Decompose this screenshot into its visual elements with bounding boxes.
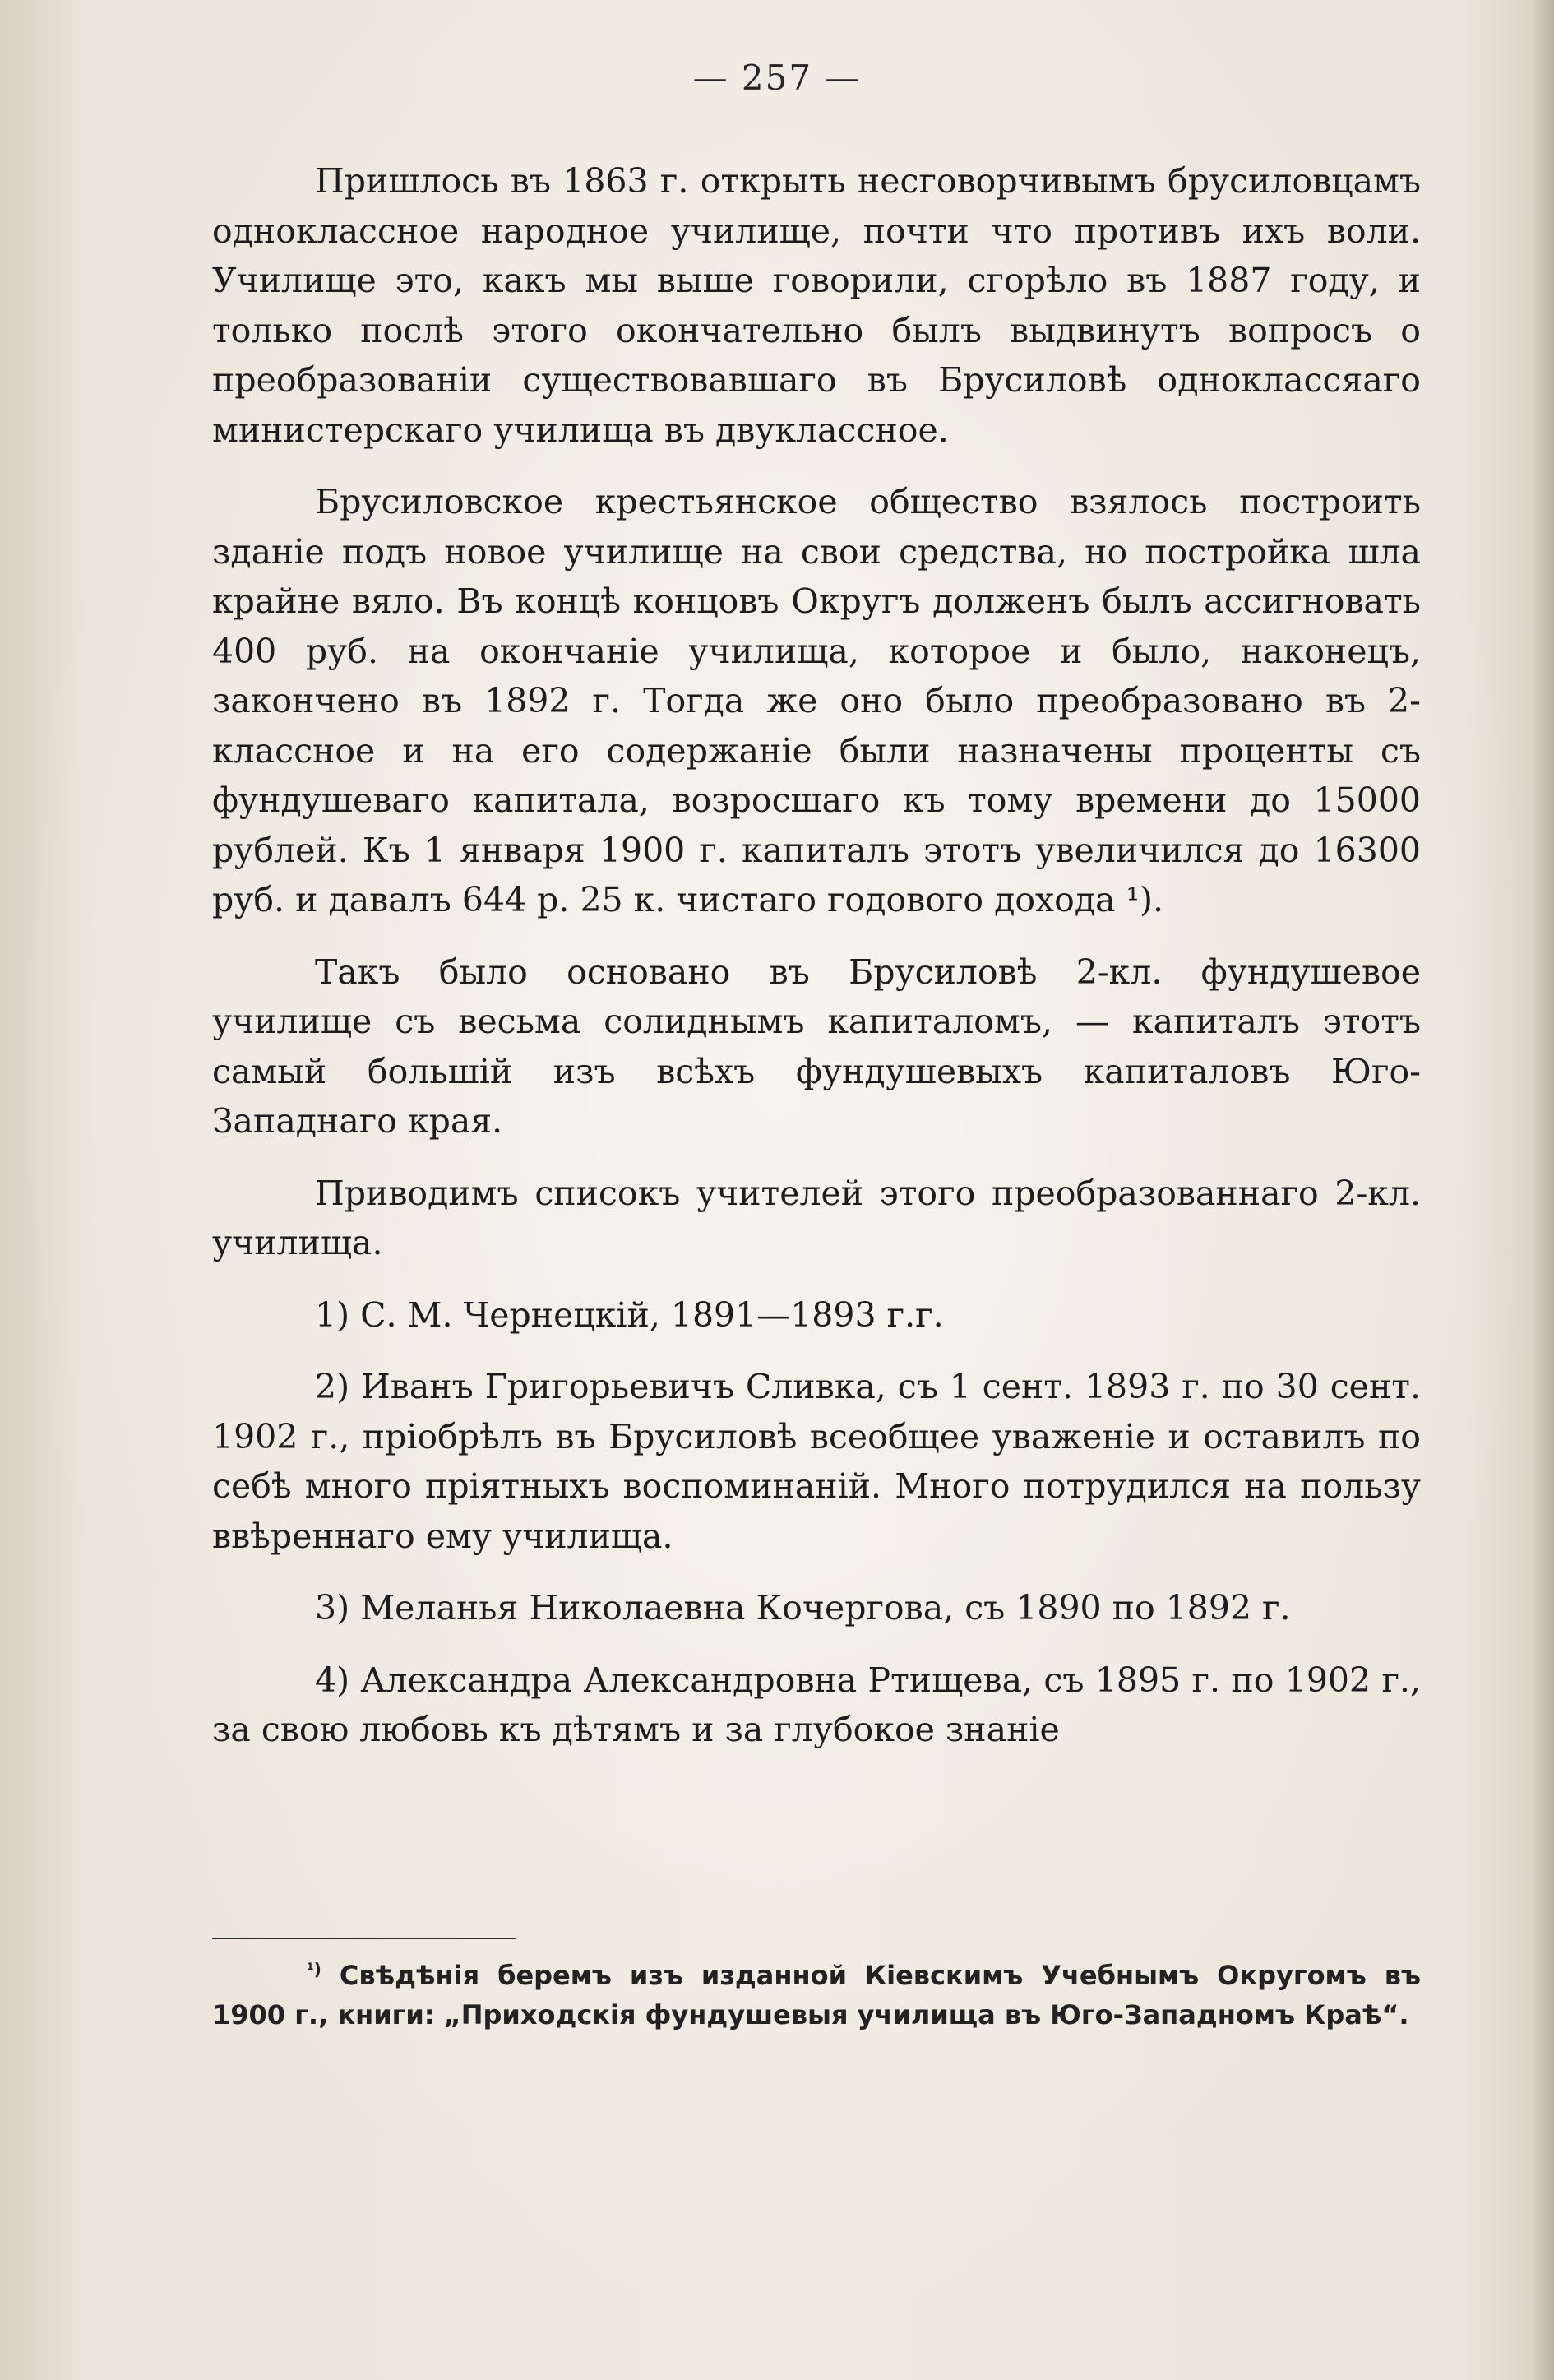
- footnote-divider: [212, 1938, 516, 1939]
- list-item-teacher-1: 1) С. М. Чернецкій, 1891—1893 г.г.: [315, 1294, 944, 1335]
- body-text: [212, 156, 1421, 1777]
- list-item-teacher-3: 3) Меланья Николаевна Кочергова, съ 1890 по 1892 г.: [315, 1588, 1291, 1628]
- paragraph-teacher-list-intro: Приводимъ списокъ учителей этого преобразованнаго 2-кл. училища.: [212, 1173, 1421, 1262]
- list-item-teacher-2: 2) Иванъ Григорьевичъ Сливка, съ 1 сент. 1893 г. по 30 сент. 1902 г., пріобрѣлъ въ Брусиловѣ всеобщее уваженіе и оставилъ по себѣ много пріятныхъ воспоминаній. Много потрудился на пользу ввѣреннаго ему училища.: [212, 1367, 1421, 1556]
- paragraph-fund-school: Такъ было основано въ Брусиловѣ 2-кл. фундушевое училище съ весьма солиднымъ капиталомъ, — капиталъ этотъ самый большій изъ всѣхъ фундушевыхъ капиталовъ Юго-Западнаго края.: [212, 952, 1421, 1141]
- page-number: — 257 —: [692, 58, 862, 98]
- footnote-marker: ¹): [307, 1959, 321, 1979]
- footnote: [212, 1956, 1421, 2035]
- paragraph-founding-1863: Пришлось въ 1863 г. открыть несговорчивымъ брусиловцамъ одноклассное народное училище, почти что противъ ихъ воли. Училище это, какъ мы выше говорили, сгорѣло въ 1887 году, и только послѣ этого окончательно былъ выдвинутъ вопросъ о преобразованіи существовавшаго въ Брусиловѣ одноклассяаго министерскаго училища въ двуклассное.: [212, 161, 1421, 450]
- list-item-teacher-4: 4) Александра Александровна Ртищева, съ 1895 г. по 1902 г., за свою любовь къ дѣтямъ и за глубокое знаніе: [212, 1660, 1421, 1749]
- footnote-text: Свѣдѣнія беремъ изъ изданной Кіевскимъ Учебнымъ Округомъ въ 1900 г., книги: „Приходскія фундушевыя училища въ Юго-Западномъ Краѣ“.: [212, 1960, 1422, 2030]
- paragraph-new-building: Брусиловское крестьянское общество взялось построить зданіе подъ новое училище на свои средства, но постройка шла крайне вяло. Въ концѣ концовъ Округъ долженъ былъ ассигновать 400 руб. на окончаніе училища, которое и было, наконецъ, закончено въ 1892 г. Тогда же оно было преобразовано въ 2-классное и на его содержаніе были назначены проценты съ фундушеваго капитала, возросшаго къ тому времени до 15000 рублей. Къ 1 января 1900 г. капиталъ этотъ увеличился до 16300 руб. и давалъ 644 р. 25 к. чистаго годового дохода ¹).: [212, 482, 1421, 919]
